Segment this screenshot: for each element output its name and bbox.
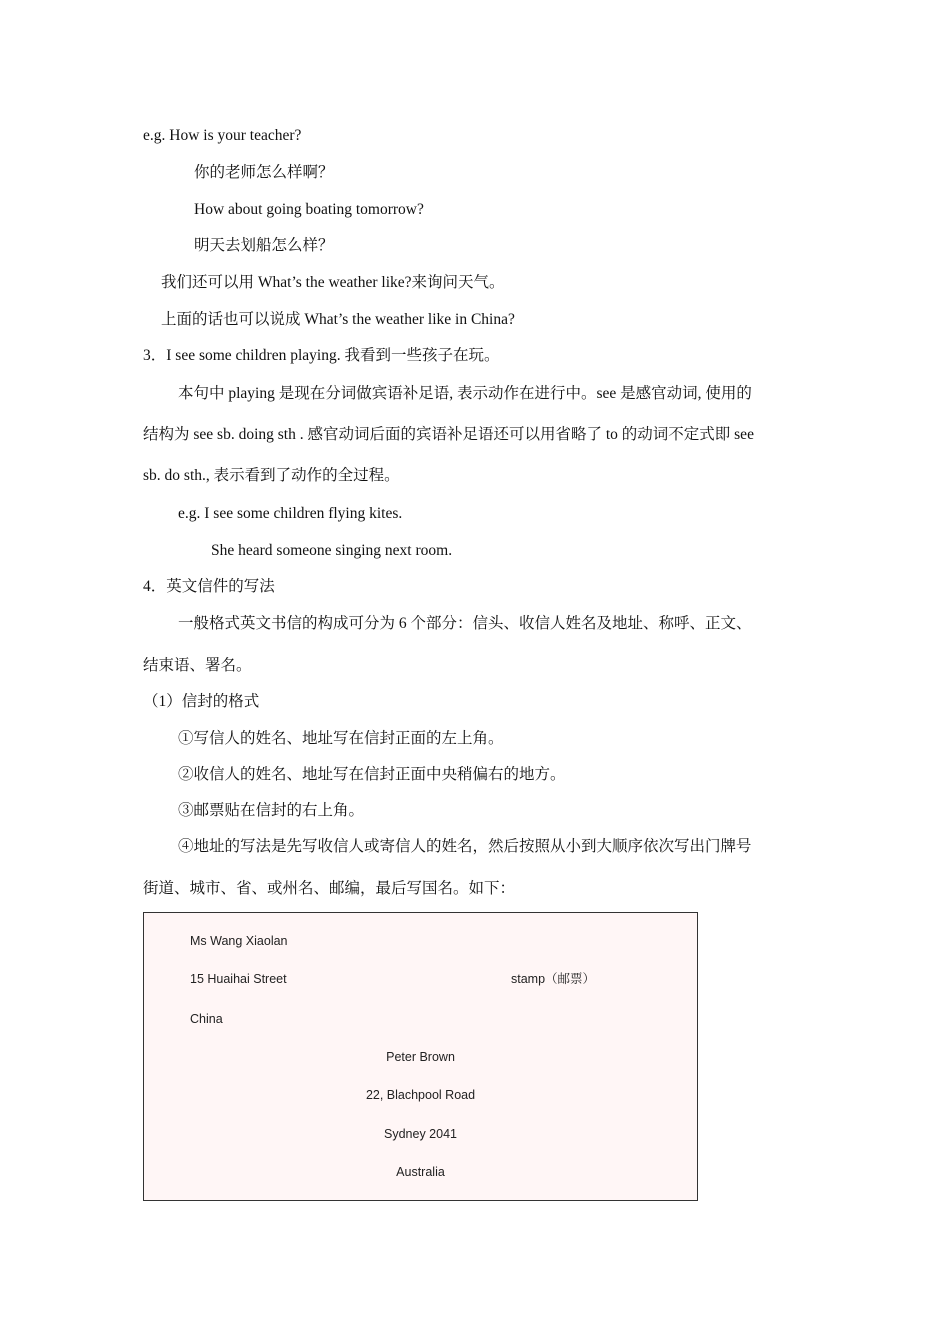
example-sentence: She heard someone singing next room.: [211, 542, 453, 559]
paragraph-line: 结束语、署名。: [143, 657, 252, 674]
example-sentence: e.g. I see some children flying kites.: [178, 505, 403, 522]
paragraph-line: 上面的话也可以说成 What’s the weather like in China?: [161, 311, 515, 328]
subsection-heading: （1）信封的格式: [143, 693, 260, 710]
paragraph-line: 我们还可以用 What’s the weather like?来询问天气。: [161, 274, 505, 291]
stamp-label: stamp（邮票）: [511, 972, 596, 986]
paragraph-line: 一般格式英文书信的构成可分为 6 个部分：信头、收信人姓名及地址、称呼、正文、: [178, 615, 752, 632]
paragraph-line: 街道、城市、省、或州名、邮编，最后写国名。如下：: [143, 880, 516, 897]
list-item: ①写信人的姓名、地址写在信封正面的左上角。: [178, 730, 504, 747]
recipient-city: Sydney 2041: [384, 1127, 457, 1141]
sender-name: Ms Wang Xiaolan: [190, 934, 288, 948]
example-translation: 你的老师怎么样啊？: [194, 164, 334, 181]
section-heading: 4．英文信件的写法: [143, 578, 275, 595]
example-translation: 明天去划船怎么样？: [194, 237, 334, 254]
recipient-street: 22, Blachpool Road: [365, 1088, 476, 1102]
envelope-example: [143, 912, 698, 1201]
list-item: ③邮票贴在信封的右上角。: [178, 802, 365, 819]
list-item: ②收信人的姓名、地址写在信封正面中央稍偏右的地方。: [178, 766, 566, 783]
recipient-name: Peter Brown: [386, 1050, 455, 1064]
paragraph-line: sb. do sth., 表示看到了动作的全过程。: [143, 467, 400, 484]
example-question: How about going boating tomorrow?: [194, 201, 424, 218]
paragraph-line: 结构为 see sb. doing sth . 感官动词后面的宾语补足语还可以用省略了 to 的动词不定式即 see: [143, 426, 754, 443]
paragraph-line: 本句中 playing 是现在分词做宾语补足语, 表示动作在进行中。see 是感官动词, 使用的: [178, 385, 752, 402]
example-question: e.g. How is your teacher?: [143, 127, 302, 144]
sender-country: China: [190, 1012, 223, 1026]
sender-street: 15 Huaihai Street: [190, 972, 287, 986]
list-item: ④地址的写法是先写收信人或寄信人的姓名，然后按照从小到大顺序依次写出门牌号: [178, 838, 752, 855]
section-heading: 3．I see some children playing. 我看到一些孩子在玩。: [143, 347, 500, 364]
recipient-country: Australia: [396, 1165, 445, 1179]
